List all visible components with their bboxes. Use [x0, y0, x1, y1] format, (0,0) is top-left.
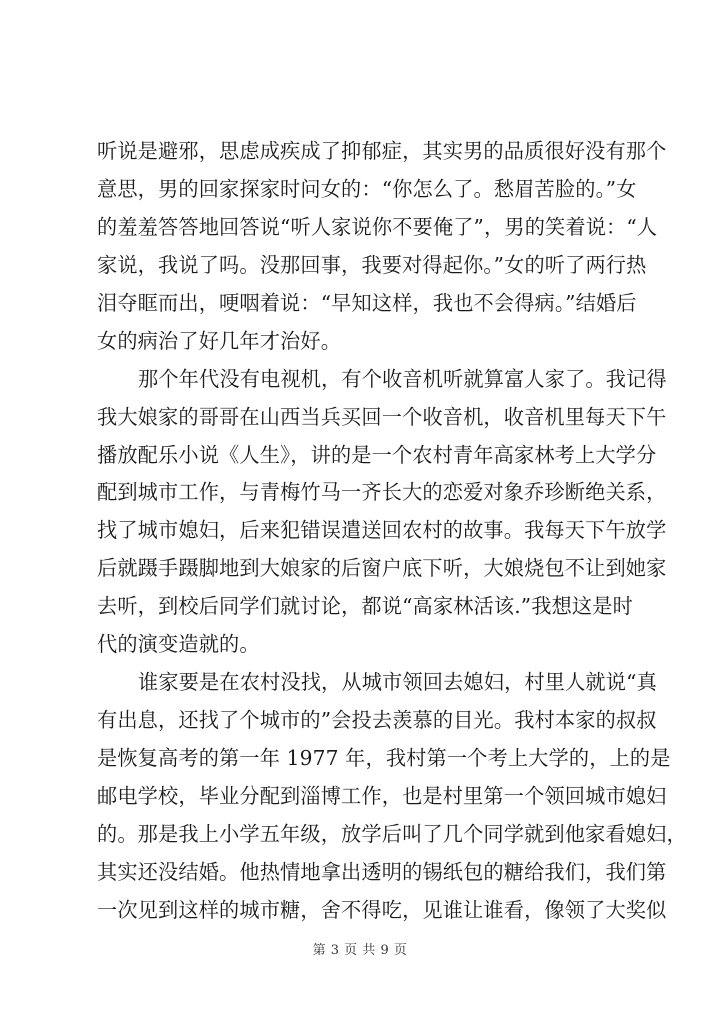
text-line: 播放配乐小说《人生》，讲的是一个农村青年高家林考上大学分	[97, 442, 657, 467]
text-line: 听说是避邪，思虑成疾成了抑郁症，其实男的品质很好没有那个	[97, 139, 667, 163]
text-line: 家说，我说了吗。没那回事，我要对得起你。”女的听了两行热	[97, 252, 647, 277]
page-number-label: 第 3 页 共 9 页	[312, 943, 408, 958]
text-line: 其实还没结婚。他热情地拿出透明的锡纸包的糖给我们，我们第	[97, 859, 667, 884]
text-line: 我大娘家的哥哥在山西当兵买回一个收音机，收音机里每天下午	[97, 404, 667, 429]
text-line: 意思，男的回家探家时问女的：“你怎么了。愁眉苦脸的。”女	[97, 176, 637, 201]
text-line: 的。那是我上小学五年级，放学后叫了几个同学就到他家看媳妇，	[97, 821, 687, 846]
text-line: 去听，到校后同学们就讨论，都说“高家林活该.”我想这是时	[97, 594, 633, 619]
text-line: 一次见到这样的城市糖，舍不得吃，见谁让谁看，像领了大奖似	[97, 897, 667, 922]
text-line: 后就蹑手蹑脚地到大娘家的后窗户底下听，大娘烧包不让到她家	[97, 556, 667, 581]
text-line: 泪夺眶而出，哽咽着说：“早知这样，我也不会得病。”结婚后	[97, 290, 637, 315]
paragraph-start-line: 那个年代没有电视机，有个收音机听就算富人家了。我记得	[138, 366, 667, 391]
body-text	[97, 133, 687, 930]
page-footer	[0, 939, 720, 958]
text-line: 是恢复高考的第一年 1977 年，我村第一个考上大学的，上的是	[97, 746, 671, 770]
paragraph-start-line: 谁家要是在农村没找，从城市领回去媳妇，村里人就说“真	[138, 670, 657, 695]
text-line: 找了城市媳妇，后来犯错误遣送回农村的故事。我每天下午放学	[97, 518, 667, 543]
text-line: 邮电学校，毕业分配到淄博工作，也是村里第一个领回城市媳妇	[97, 783, 667, 808]
text-line: 代的演变造就的。	[97, 632, 260, 657]
text-line: 的羞羞答答地回答说“听人家说你不要俺了”，男的笑着说：“人	[97, 214, 658, 239]
text-line: 女的病治了好几年才治好。	[97, 328, 342, 353]
text-line: 有出息，还找了个城市的”会投去羡慕的目光。我村本家的叔叔	[97, 708, 657, 733]
text-line: 配到城市工作，与青梅竹马一齐长大的恋爱对象乔珍断绝关系，	[97, 480, 667, 505]
